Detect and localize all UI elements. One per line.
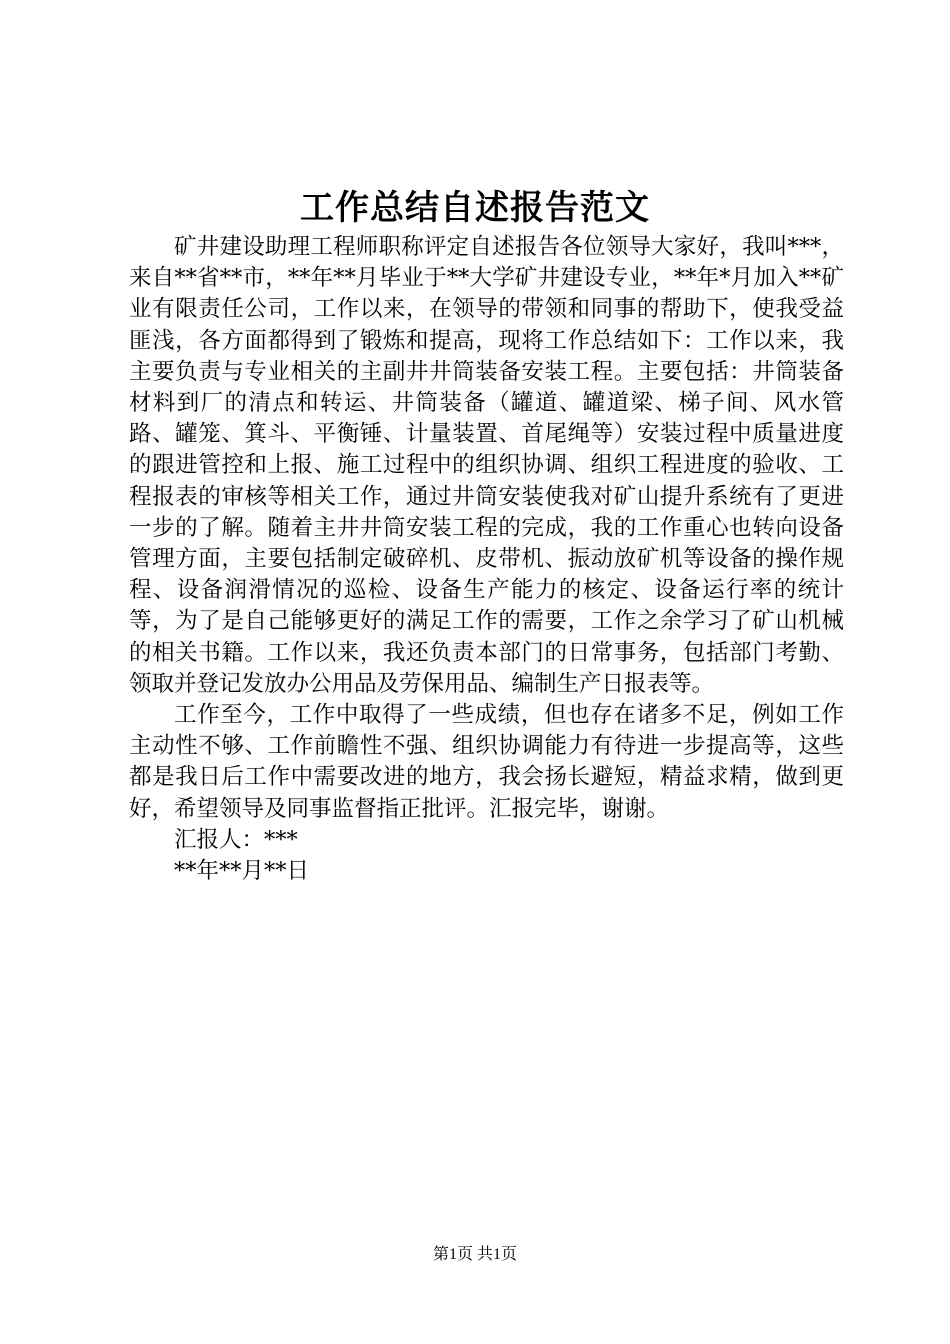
paragraph-1: 矿井建设助理工程师职称评定自述报告各位领导大家好，我叫***，来自**省**市，**年**月毕业于**大学矿井建设专业，**年*月加入**矿业有限责任公司，工作以来，在领导的带领和同事的帮助下，使我受益匪浅，各方面都得到了锻炼和提高，现将工作总结如下：工作以来，我主要负责与专业相关的主副井井筒装备安装工程。主要包括：井筒装备材料到厂的清点和转运、井筒装备（罐道、罐道梁、梯子间、风水管路、罐笼、箕斗、平衡锤、计量装置、首尾绳等）安装过程中质量进度的跟进管控和上报、施工过程中的组织协调、组织工程进度的验收、工程报表的审核等相关工作，通过井筒安装使我对矿山提升系统有了更进一步的了解。随着主井井筒安装工程的完成，我的工作重心也转向设备管理方面，主要包括制定破碎机、皮带机、振动放矿机等设备的操作规程、设备润滑情况的巡检、设备生产能力的核定、设备运行率的统计等，为了是自己能够更好的满足工作的需要，工作之余学习了矿山机械的相关书籍。工作以来，我还负责本部门的日常事务，包括部门考勤、领取并登记发放办公用品及劳保用品、编制生产日报表等。	[129, 234, 844, 697]
signature-line: 汇报人：***	[174, 826, 298, 853]
date-line: **年**月**日	[174, 858, 310, 885]
page-footer: 第1页 共1页	[432, 1246, 517, 1263]
paragraph-2: 工作至今，工作中取得了一些成绩，但也存在诸多不足，例如工作主动性不够、工作前瞻性不强、组织协调能力有待进一步提高等，这些都是我日后工作中需要改进的地方，我会扬长避短，精益求精，做到更好，希望领导及同事监督指正批评。汇报完毕，谢谢。	[129, 702, 844, 822]
document-body	[129, 232, 844, 887]
document-title: 工作总结自述报告范文	[300, 188, 650, 228]
